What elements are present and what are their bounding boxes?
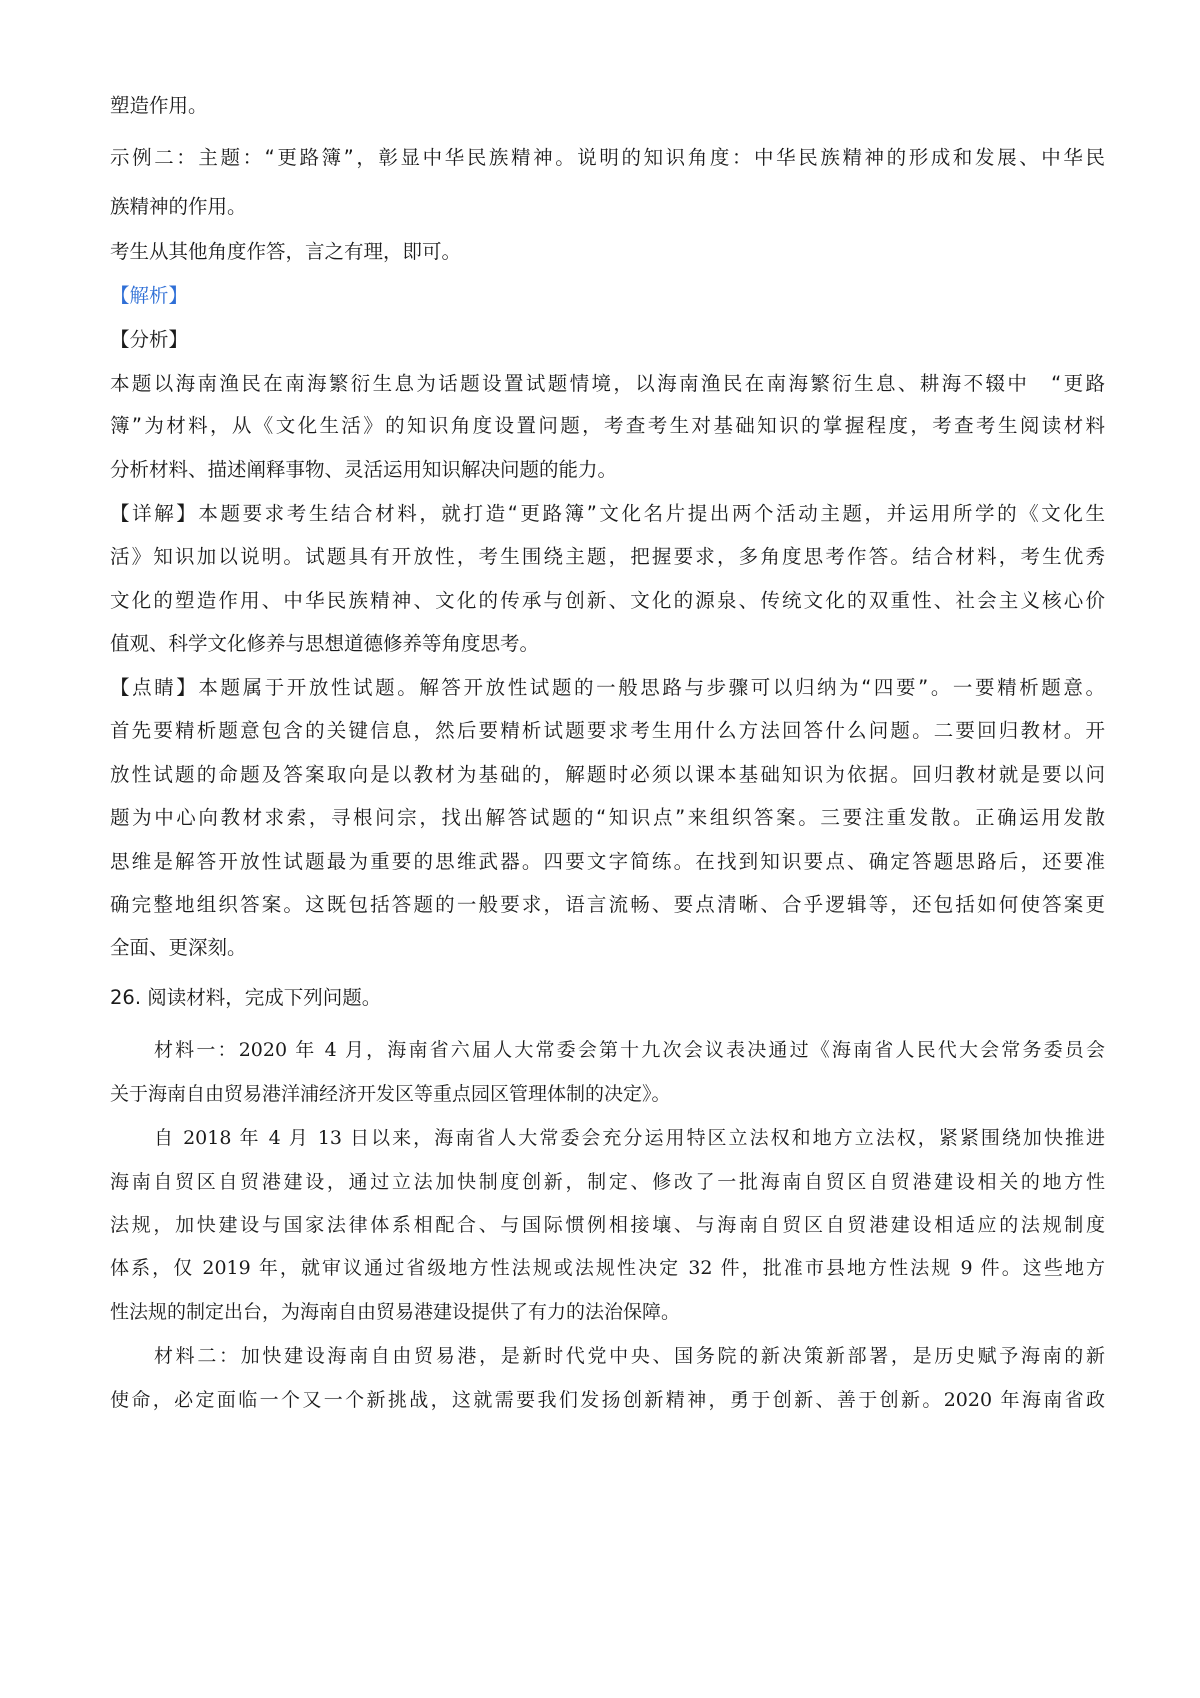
- text-line: 全面、更深刻。: [110, 936, 247, 959]
- material-line: 自 2018 年 4 月 13 日以来，海南省人大常委会充分运用特区立法权和地方立法权，紧紧围绕加快推进: [154, 1127, 1105, 1149]
- material-line: 性法规的制定出台，为海南自由贸易港建设提供了有力的法治保障。: [110, 1301, 681, 1323]
- material-line: 材料一：2020 年 4 月，海南省六届人大常委会第十九次会议表决通过《海南省人民代大会常务委员会: [154, 1039, 1105, 1061]
- material-line: 使命，必定面临一个又一个新挑战，这就需要我们发扬创新精神，勇于创新、善于创新。2020 年海南省政: [110, 1389, 1105, 1411]
- material-line: 法规，加快建设与国家法律体系相配合、与国际惯例相接壤、与海南自贸区自贸港建设相适应的法规制度: [110, 1214, 1105, 1236]
- text-line: 题为中心向教材求索，寻根问宗，找出解答试题的“知识点”来组织答案。三要注重发散。正确运用发散: [110, 806, 1105, 829]
- text-line: 本题以海南渔民在南海繁衍生息为话题设置试题情境，以海南渔民在南海繁衍生息、耕海不辍中 “更路: [110, 372, 1105, 395]
- text-line: 【点睛】本题属于开放性试题。解答开放性试题的一般思路与步骤可以归纳为“四要”。一要精析题意。: [110, 676, 1105, 699]
- material-line: 材料二：加快建设海南自由贸易港，是新时代党中央、国务院的新决策新部署，是历史赋予海南的新: [154, 1345, 1105, 1367]
- material-line: 海南自贸区自贸港建设，通过立法加快制度创新，制定、修改了一批海南自贸区自贸港建设相关的地方性: [110, 1171, 1105, 1193]
- text-line: 族精神的作用。: [110, 195, 247, 218]
- text-line: 塑造作用。: [110, 94, 208, 117]
- text-line: 文化的塑造作用、中华民族精神、文化的传承与创新、文化的源泉、传统文化的双重性、社会主义核心价: [110, 589, 1105, 612]
- text-line: 活》知识加以说明。试题具有开放性，考生围绕主题，把握要求，多角度思考作答。结合材料，考生优秀: [110, 545, 1105, 568]
- text-line: 放性试题的命题及答案取向是以教材为基础的，解题时必须以课本基础知识为依据。回归教材就是要以问: [110, 763, 1105, 786]
- text-line: 首先要精析题意包含的关键信息，然后要精析试题要求考生用什么方法回答什么问题。二要回归教材。开: [110, 719, 1105, 742]
- analysis-heading: 【解析】: [110, 284, 189, 307]
- material-line: 关于海南自由贸易港洋浦经济开发区等重点园区管理体制的决定》。: [110, 1083, 671, 1105]
- material-line: 体系，仅 2019 年，就审议通过省级地方性法规或法规性决定 32 件，批准市县地方性法规 9 件。这些地方: [110, 1257, 1105, 1279]
- text-line: 示例二：主题：“更路簿”，彰显中华民族精神。说明的知识角度：中华民族精神的形成和发展、中华民: [110, 146, 1105, 169]
- section-heading-analysis: 【分析】: [110, 328, 189, 351]
- text-line: 思维是解答开放性试题最为重要的思维武器。四要文字简练。在找到知识要点、确定答题思路后，还要准: [110, 850, 1105, 873]
- text-line: 值观、科学文化修养与思想道德修养等角度思考。: [110, 632, 540, 655]
- text-line: 考生从其他角度作答，言之有理，即可。: [110, 240, 462, 263]
- text-line: 分析材料、描述阐释事物、灵活运用知识解决问题的能力。: [110, 458, 618, 481]
- text-line: 簿”为材料，从《文化生活》的知识角度设置问题，考查考生对基础知识的掌握程度，考查考生阅读材料: [110, 414, 1105, 437]
- question-26: 26. 阅读材料，完成下列问题。: [110, 986, 382, 1009]
- text-line: 【详解】本题要求考生结合材料，就打造“更路簿”文化名片提出两个活动主题，并运用所学的《文化生: [110, 502, 1105, 525]
- text-line: 确完整地组织答案。这既包括答题的一般要求，语言流畅、要点清晰、合乎逻辑等，还包括如何使答案更: [110, 893, 1105, 916]
